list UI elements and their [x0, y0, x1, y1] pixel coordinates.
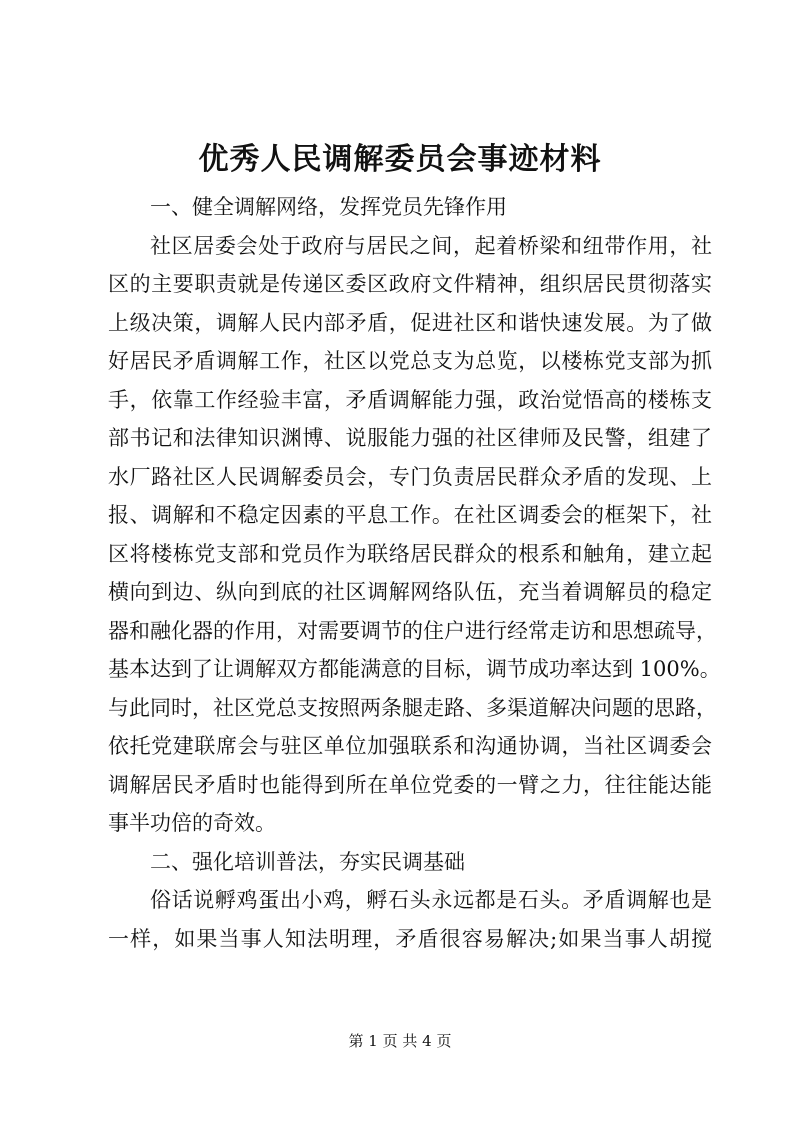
page-footer: 第 1 页 共 4 页	[348, 1032, 452, 1050]
paragraph-line: 依托党建联席会与驻区单位加强联系和沟通协调，当社区调委会	[108, 734, 712, 758]
document-body	[108, 188, 721, 958]
section-heading-2: 二、强化培训普法，夯实民调基础	[150, 849, 465, 874]
paragraph-line: 区将楼栋党支部和党员作为联络居民群众的根系和触角，建立起	[108, 541, 712, 566]
paragraph-line: 手，依靠工作经验丰富，矛盾调解能力强，政治觉悟高的楼栋支	[108, 387, 712, 412]
paragraph-line: 调解居民矛盾时也能得到所在单位党委的一臂之力，往往能达能	[108, 772, 712, 797]
paragraph-line: 一样，如果当事人知法明理，矛盾很容易解决;如果当事人胡搅	[108, 926, 712, 951]
section-heading-1: 一、健全调解网络，发挥党员先锋作用	[150, 195, 507, 219]
paragraph-line: 部书记和法律知识渊博、说服能力强的社区律师及民警，组建了	[108, 426, 712, 450]
paragraph-line: 上级决策，调解人民内部矛盾，促进社区和谐快速发展。为了做	[108, 310, 712, 335]
paragraph-line: 横向到边、纵向到底的社区调解网络队伍，充当着调解员的稳定	[108, 580, 712, 604]
paragraph-line: 水厂路社区人民调解委员会，专门负责居民群众矛盾的发现、上	[108, 464, 712, 489]
paragraph-line: 报、调解和不稳定因素的平息工作。在社区调委会的框架下，社	[108, 503, 712, 527]
paragraph-line: 事半功倍的奇效。	[108, 811, 276, 835]
paragraph-line: 与此同时，社区党总支按照两条腿走路、多渠道解决问题的思路，	[108, 695, 717, 720]
paragraph-line: 基本达到了让调解双方都能满意的目标，调节成功率达到 100%。	[108, 657, 721, 681]
paragraph-line: 器和融化器的作用，对需要调节的住户进行经常走访和思想疏导，	[108, 618, 717, 643]
paragraph-line: 社区居委会处于政府与居民之间，起着桥梁和纽带作用，社	[150, 233, 712, 258]
paragraph-line: 好居民矛盾调解工作，社区以党总支为总览，以楼栋党支部为抓	[108, 349, 712, 373]
paragraph-line: 俗话说孵鸡蛋出小鸡，孵石头永远都是石头。矛盾调解也是	[150, 888, 712, 912]
paragraph-line: 区的主要职责就是传递区委区政府文件精神，组织居民贯彻落实	[108, 272, 712, 296]
document-title: 优秀人民调解委员会事迹材料	[198, 142, 602, 177]
